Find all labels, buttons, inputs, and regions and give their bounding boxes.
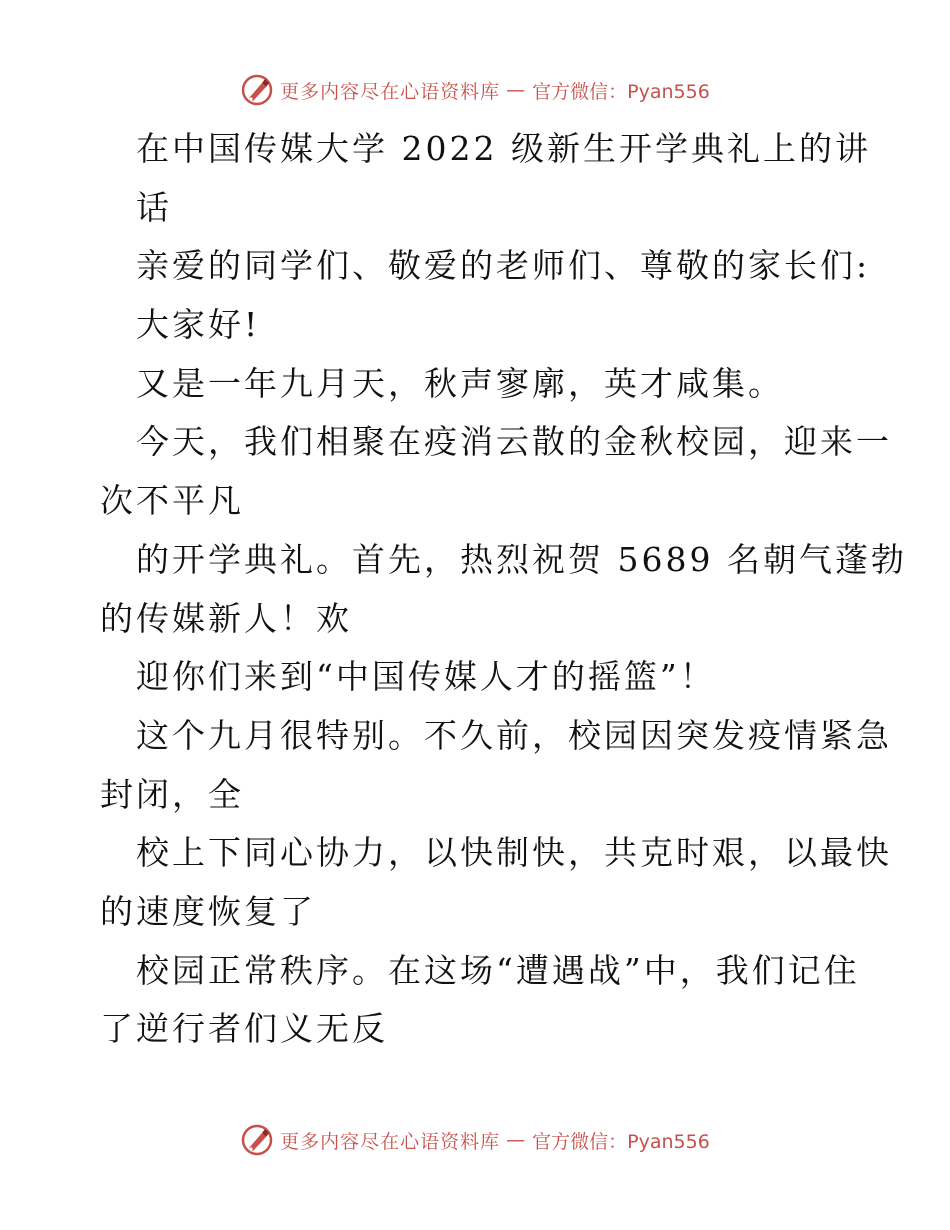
- document-line: 又是一年九月天，秋声寥廓，英才咸集。: [136, 363, 784, 403]
- document-line: 在中国传媒大学 2022 级新生开学典礼上的讲: [136, 129, 871, 168]
- document-line: 这个九月很特别。不久前，校园因突发疫情紧急: [136, 715, 892, 755]
- footer-brand-text: 更多内容尽在心语资料库: [280, 1130, 501, 1153]
- pen-logo-icon: [240, 1123, 274, 1157]
- document-line: 话: [136, 187, 172, 227]
- pen-logo-icon: [240, 73, 274, 107]
- header-wechat-text: 官方微信：Pyan556: [532, 80, 710, 103]
- document-line: 校上下同心协力，以快制快，共克时艰，以最快: [136, 833, 892, 873]
- header-banner: [0, 70, 950, 110]
- document-line: 迎你们来到“中国传媒人才的摇篮”！: [136, 657, 716, 697]
- footer-wechat-text: 官方微信：Pyan556: [532, 1130, 710, 1153]
- header-separator: —: [506, 79, 527, 101]
- document-line: 的开学典礼。首先，热烈祝贺 5689 名朝气蓬勃: [136, 539, 907, 579]
- footer-banner: [0, 1120, 950, 1160]
- document-line: 了逆行者们义无反: [100, 1009, 388, 1049]
- document-line: 的速度恢复了: [100, 891, 316, 931]
- header-brand-text: 更多内容尽在心语资料库: [280, 80, 501, 103]
- document-line: 大家好!: [136, 305, 261, 345]
- document-line: 今天，我们相聚在疫消云散的金秋校园，迎来一: [136, 422, 892, 462]
- document-body: [100, 120, 907, 1059]
- document-line: 次不平凡: [100, 481, 244, 521]
- document-line: 亲爱的同学们、敬爱的老师们、尊敬的家长们:: [136, 246, 871, 286]
- footer-separator: —: [506, 1129, 527, 1151]
- document-line: 的传媒新人！欢: [100, 598, 352, 638]
- document-line: 封闭，全: [100, 774, 244, 814]
- document-line: 校园正常秩序。在这场“遭遇战”中，我们记住: [136, 950, 860, 990]
